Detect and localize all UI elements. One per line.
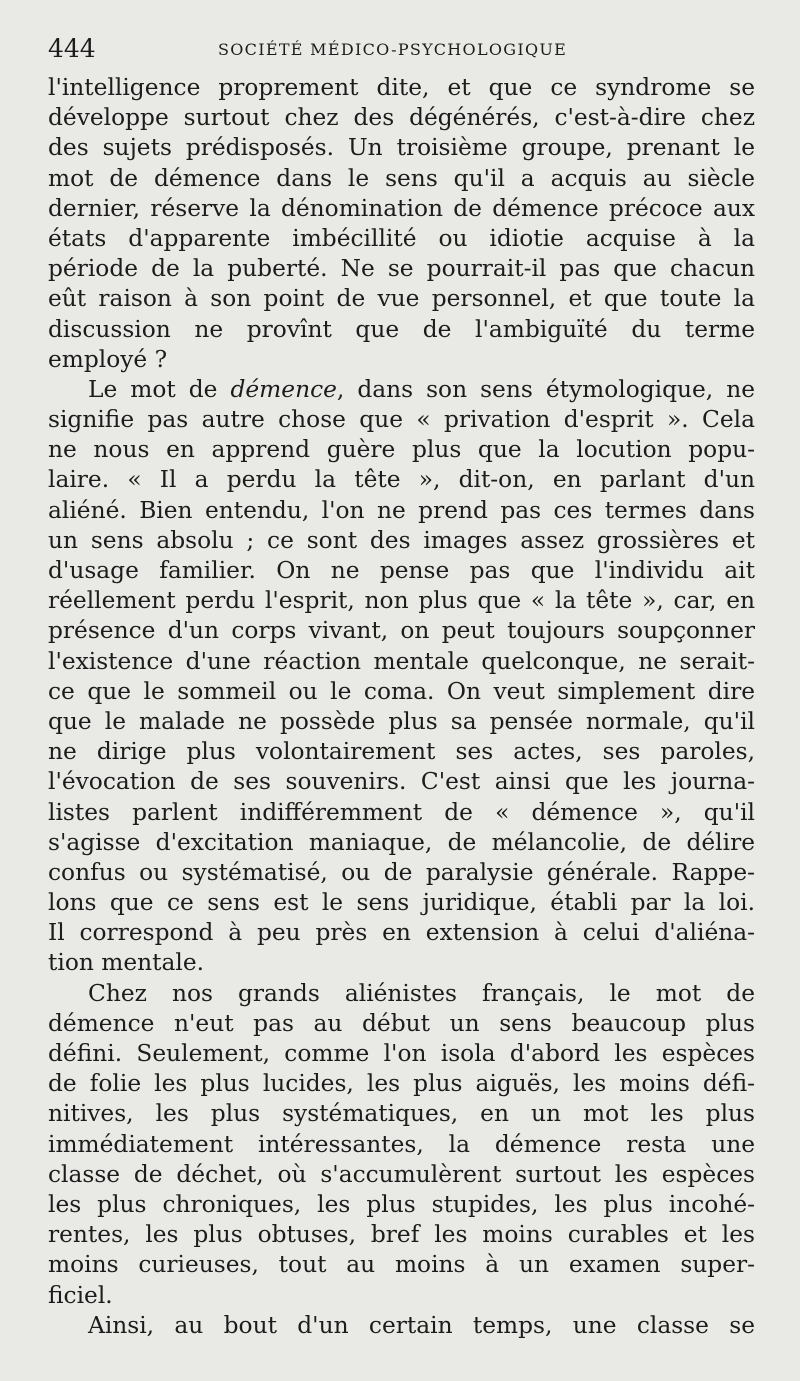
text-line: de folie les plus lucides, les plus aiguës, les moins défi- xyxy=(48,1070,755,1098)
text-line: discussion ne provînt que de l'ambiguïté du terme xyxy=(48,315,755,343)
text-line: ficiel. xyxy=(48,1281,113,1309)
text-line: immédiatement intéressantes, la démence resta une xyxy=(48,1130,755,1158)
text-line: ce que le sommeil ou le coma. On veut simplement dire xyxy=(48,677,755,705)
text-segment: Le mot de xyxy=(88,375,218,403)
page-header xyxy=(48,34,752,64)
text-line: démence n'eut pas au début un sens beaucoup plus xyxy=(48,1009,755,1037)
page-number: 444 xyxy=(48,34,96,63)
text-line: ne dirige plus volontairement ses actes, ses paroles, xyxy=(48,738,755,766)
body-text xyxy=(48,73,755,1341)
text-line: lons que ce sens est le sens juridique, établi par la loi. xyxy=(48,889,755,917)
text-line: employé ? xyxy=(48,345,168,373)
text-line: états d'apparente imbécillité ou idiotie acquise à la xyxy=(48,224,755,252)
text-line: eût raison à son point de vue personnel, et que toute la xyxy=(48,285,755,313)
text-line: défini. Seulement, comme l'on isola d'abord les espèces xyxy=(48,1040,755,1067)
text-line: rentes, les plus obtuses, bref les moins curables et les xyxy=(48,1221,755,1249)
text-line: présence d'un corps vivant, on peut toujours soupçonner xyxy=(48,617,755,645)
text-line: les plus chroniques, les plus stupides, les plus incohé- xyxy=(48,1190,755,1218)
text-line: laire. « Il a perdu la tête », dit-on, en parlant d'un xyxy=(48,466,755,494)
italic-term: démence xyxy=(230,375,337,403)
text-line: période de la puberté. Ne se pourrait-il pas que chacun xyxy=(48,255,755,283)
text-line: nitives, les plus systématiques, en un mot les plus xyxy=(48,1100,755,1128)
text-line: d'usage familier. On ne pense pas que l'individu ait xyxy=(48,557,755,584)
text-line: des sujets prédisposés. Un troisième groupe, prenant le xyxy=(48,134,755,162)
text-line: signifie pas autre chose que « privation d'esprit ». Cela xyxy=(48,406,755,434)
text-line: Ainsi, au bout d'un certain temps, une classe se xyxy=(88,1311,755,1339)
text-line: Il correspond à peu près en extension à celui d'aliéna- xyxy=(48,919,755,947)
text-line: que le malade ne possède plus sa pensée normale, qu'il xyxy=(48,707,755,735)
text-line: tion mentale. xyxy=(48,949,205,977)
text-line xyxy=(48,375,755,405)
text-line: l'existence d'une réaction mentale quelconque, ne serait- xyxy=(48,647,755,675)
running-head: SOCIÉTÉ MÉDICO-PSYCHOLOGIQUE xyxy=(218,40,568,59)
text-line: moins curieuses, tout au moins à un examen super- xyxy=(48,1251,755,1279)
text-line: ne nous en apprend guère plus que la locution popu- xyxy=(48,436,755,464)
text-segment: , dans son sens étymologique, ne xyxy=(336,375,755,403)
text-line: classe de déchet, où s'accumulèrent surtout les espèces xyxy=(48,1160,755,1188)
text-line: aliéné. Bien entendu, l'on ne prend pas ces termes dans xyxy=(48,496,755,524)
text-line: mot de démence dans le sens qu'il a acquis au siècle xyxy=(48,164,755,192)
text-line: réellement perdu l'esprit, non plus que « la tête », car, en xyxy=(48,587,755,615)
text-line: un sens absolu ; ce sont des images assez grossières et xyxy=(48,526,755,554)
text-line: l'intelligence proprement dite, et que ce syndrome se xyxy=(48,74,755,101)
text-line: confus ou systématisé, ou de paralysie générale. Rappe- xyxy=(48,858,755,886)
text-line: dernier, réserve la dénomination de démence précoce aux xyxy=(48,194,755,222)
text-line: Chez nos grands aliénistes français, le mot de xyxy=(88,979,755,1007)
text-line: l'évocation de ses souvenirs. C'est ainsi que les journa- xyxy=(48,768,755,796)
text-line: développe surtout chez des dégénérés, c'est-à-dire chez xyxy=(48,104,755,132)
text-line: s'agisse d'excitation maniaque, de mélancolie, de délire xyxy=(48,828,755,856)
text-line: listes parlent indifféremment de « démence », qu'il xyxy=(48,798,755,826)
